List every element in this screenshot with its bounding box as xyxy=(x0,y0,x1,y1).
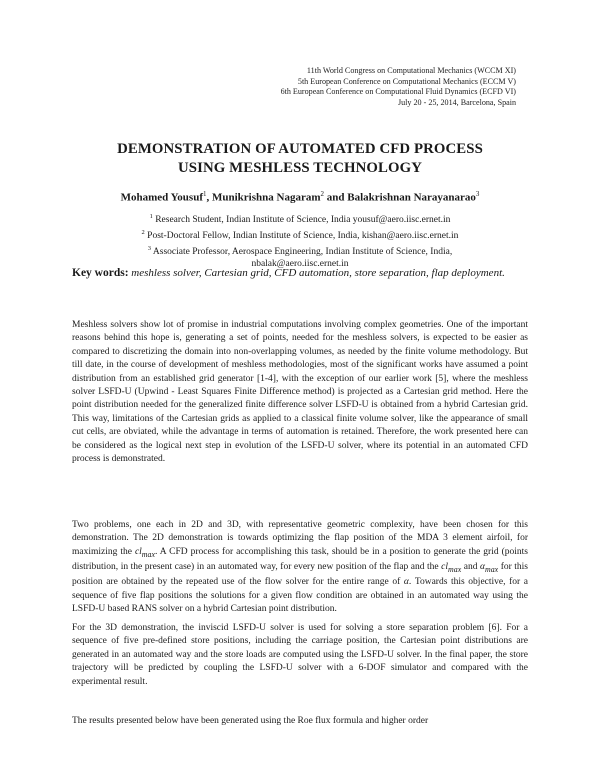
math-alpha-max xyxy=(480,562,498,572)
title-line: DEMONSTRATION OF AUTOMATED CFD PROCESS xyxy=(117,141,483,157)
author-mark: 2 xyxy=(320,190,324,198)
paper-title xyxy=(0,140,600,178)
keywords-label: Key words: xyxy=(72,267,129,279)
math-symbol: cl xyxy=(441,562,449,573)
affiliation-text: Research Student, Indian Institute of Science, India yousuf@aero.iisc.ernet.in xyxy=(152,215,451,226)
text-run: and xyxy=(461,562,480,573)
author-name: Balakrishnan Narayanarao xyxy=(347,191,476,204)
text-run: . Towards this objective, for a sequence of five flap positions the solutions for a given flow condition are obtained in an automated way using the LSFD-U based RANS solver on a hybrid Cartesian point distribution. xyxy=(72,577,528,615)
conference-header xyxy=(281,66,516,108)
keywords xyxy=(72,266,528,280)
text-run: . A CFD process for accomplishing this task, should be in a position to generate the grid (points distribution, in the present case) in an automated way, for every new position of the flap and the xyxy=(72,546,528,573)
affiliation-mark: 2 xyxy=(141,228,145,236)
body-paragraph: For the 3D demonstration, the inviscid LSFD-U solver is used for solving a store separation problem [6]. For a sequence of five pre-defined store positions, including the carriage position, the Cartesian point distributions are generated in an automated way and the store loads are computed using the LSFD-U solver. In the final paper, the store trajectory will be predicted by coupling the LSFD-U solver with a 6-DOF simulator and compared with the experimental result. xyxy=(72,623,528,687)
conference-date: July 20 - 25, 2014, Barcelona, Spain xyxy=(397,97,516,107)
author-separator: , xyxy=(206,191,212,204)
body-paragraph xyxy=(72,519,528,617)
math-alpha: α xyxy=(403,577,409,588)
affiliation-text: Post-Doctoral Fellow, Indian Institute of Science, India, kishan@aero.iisc.ernet.in xyxy=(144,231,459,242)
math-cl-max xyxy=(441,562,461,572)
author-list xyxy=(0,190,600,204)
author-mark: 3 xyxy=(475,190,480,198)
author-mark: 1 xyxy=(203,190,207,198)
author-name: Munikrishna Nagaram xyxy=(212,191,321,204)
author-name: Mohamed Yousuf xyxy=(120,191,203,204)
conference-line: 5th European Conference on Computational Mechanics (ECCM V) xyxy=(297,76,516,86)
affiliation-line: nbalak@aero.iisc.ernet.in xyxy=(251,258,349,269)
affiliation-mark: 3 xyxy=(147,244,152,252)
math-subscript: max xyxy=(448,565,462,574)
math-cl-max xyxy=(135,547,155,557)
math-symbol: cl xyxy=(134,546,142,557)
conference-line: 6th European Conference on Computational Fluid Dynamics (ECFD VI) xyxy=(280,87,516,97)
affiliation-line xyxy=(0,211,600,227)
text-run: Two problems, one each in 2D and 3D, with representative geometric complexity, have been chosen for this demonstration. The 2D demonstration is towards optimizing the flap position of the MDA 3 element airfoil, for maximizing the xyxy=(72,520,528,557)
math-symbol: α xyxy=(479,562,485,573)
author-separator: and xyxy=(324,191,348,204)
affiliations xyxy=(0,211,600,271)
text-run: for this position are obtained by the repeated use of the flow solver for the entire range of xyxy=(72,562,529,588)
affiliation-mark: 1 xyxy=(149,213,153,220)
math-subscript: max xyxy=(484,565,499,574)
conference-line: 11th World Congress on Computational Mechanics (WCCM XI) xyxy=(306,66,516,75)
title-line: USING MESHLESS TECHNOLOGY xyxy=(178,160,422,176)
keywords-text: meshless solver, Cartesian grid, CFD automation, store separation, flap deployment. xyxy=(128,267,505,279)
affiliation-text: Associate Professor, Aerospace Engineering, Indian Institute of Science, India, xyxy=(151,247,453,258)
math-subscript: max xyxy=(141,549,155,559)
affiliation-line xyxy=(0,243,600,259)
body-paragraph: The results presented below have been generated using the Roe flux formula and higher order xyxy=(72,716,429,726)
affiliation-line xyxy=(0,227,600,243)
body-paragraph: Meshless solvers show lot of promise in industrial computations involving complex geometries. One of the important reasons behind this hope is, generating a set of points, needed for the meshless solvers, is expected to be easier as compared to discretizing the domain into non-overlapping volumes, as needed by the finite volume methodology. But till date, in the course of development of meshless methodologies, most of the significant works have assumed a point distribution from an established grid generator [1-4], with the exception of our earlier work [5], where the meshless solver LSFD-U (Upwind - Least Squares Finite Difference method) is projected as a Cartesian grid method. Here the point distribution needed for the generalized finite difference solver LSFD-U is obtained from a hybrid Cartesian grid. This way, limitations of the Cartesian grids as applied to a classical finite volume solver, like the appearance of small cut cells, are obviated, while the advantage in terms of automation is retained. Therefore, the work presented here can be considered as the logical next step in evolution of the LSFD-U solver, where its potential in an automated CFD process is demonstrated. xyxy=(72,320,528,465)
